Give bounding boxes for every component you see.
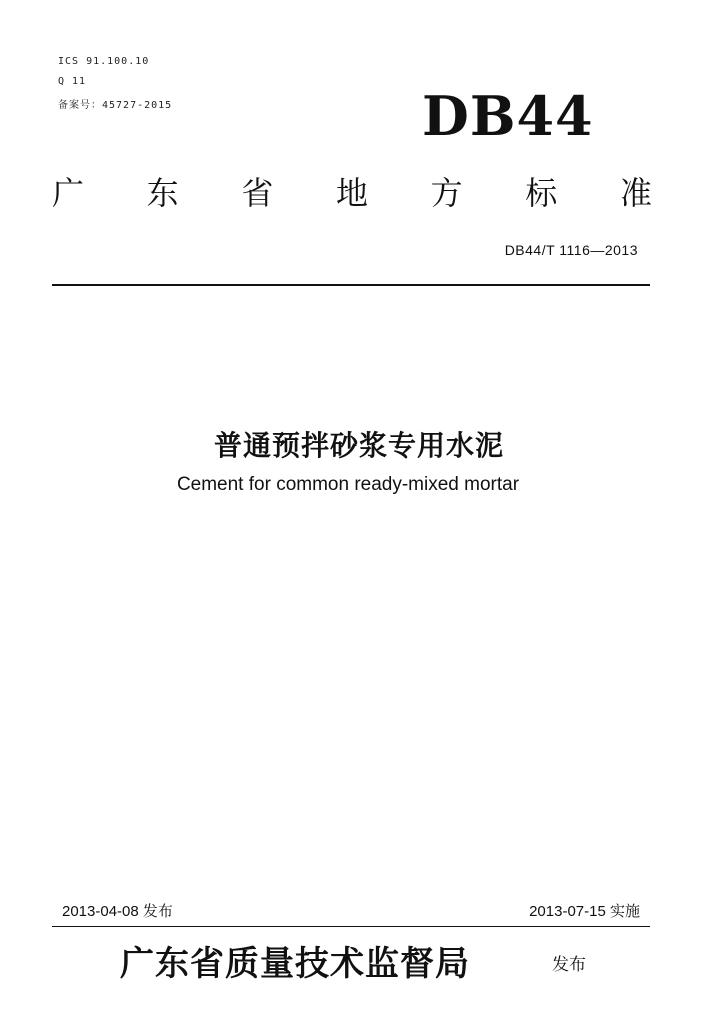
implementation-date: 2013-07-15 实施 [529,903,640,920]
standard-type-heading [52,168,652,214]
standard-type-char: 省 [241,174,274,212]
issuer-suffix: 发布 [552,955,586,975]
standard-type-char: 方 [430,174,463,212]
classification-code: Q 11 [58,76,87,87]
top-divider [52,284,650,286]
issue-date: 2013-04-08 发布 [62,903,173,920]
ics-code: ICS 91.100.10 [58,56,150,67]
bottom-divider [52,926,650,927]
standard-type-char: 地 [335,174,368,212]
standard-type-char: 准 [619,174,652,212]
issuing-authority: 广东省质量技术监督局 [120,944,470,984]
standard-type-char: 标 [525,174,558,212]
record-number: 备案号：45727-2015 [58,100,173,111]
standard-type-char: 广 [52,174,85,212]
standard-code-logo: DB44 [422,84,594,148]
standard-number: DB44/T 1116—2013 [504,242,638,258]
title-english: Cement for common ready-mixed mortar [176,474,520,495]
standard-type-char: 东 [146,174,179,212]
title-chinese: 普通预拌砂浆专用水泥 [213,429,504,462]
